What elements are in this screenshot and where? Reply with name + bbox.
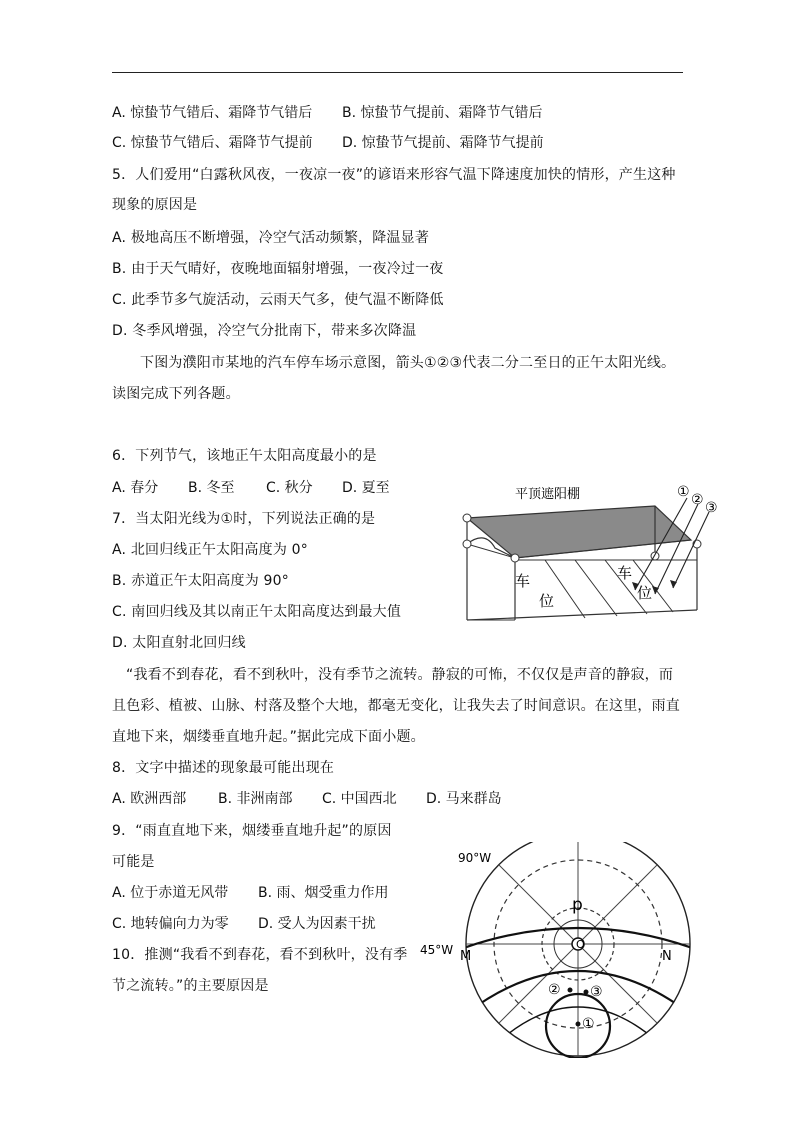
- header-rule: [112, 72, 683, 73]
- passage-line3: 直地下来，烟缕垂直地升起。”据此完成下面小题。: [112, 729, 425, 745]
- q5-stem-line1: 5．人们爱用“白露秋风夜，一夜凉一夜”的谚语来形容气温下降速度加快的情形，产生这种: [112, 167, 676, 183]
- q6-option-b[interactable]: B. 冬至: [188, 480, 235, 496]
- label-o: O: [576, 938, 585, 951]
- passage-line2: 且色彩、植被、山脉、村落及整个大地，都毫无变化，让我失去了时间意识。在这里，雨直: [112, 698, 680, 714]
- q5-option-d[interactable]: D. 冬季风增强，冷空气分批南下，带来多次降温: [112, 323, 417, 339]
- q9-stem-line1: 9．“雨直直地下来，烟缕垂直地升起”的原因: [112, 823, 392, 839]
- q8-stem: 8．文字中描述的现象最可能出现在: [112, 760, 335, 776]
- q5-option-c[interactable]: C. 此季节多气旋活动，云雨天气多，使气温不断降低: [112, 292, 444, 308]
- slot2-bottom: 位: [637, 584, 653, 602]
- q8-option-a[interactable]: A. 欧洲西部: [112, 791, 187, 807]
- passage-line1: “我看不到春花，看不到秋叶，没有季节之流转。静寂的可怖，不仅仅是声音的静寂，而: [126, 667, 674, 683]
- point-3: ③: [590, 984, 603, 1000]
- intro-line1: 下图为濮阳市某地的汽车停车场示意图，箭头①②③代表二分二至日的正午太阳光线。: [140, 355, 676, 371]
- q5-option-b[interactable]: B. 由于天气晴好，夜晚地面辐射增强，一夜冷过一夜: [112, 261, 444, 277]
- q4-option-d[interactable]: D. 惊蛰节气提前、霜降节气提前: [342, 135, 544, 151]
- ray-label-3: ③: [705, 500, 718, 516]
- q4-option-b[interactable]: B. 惊蛰节气提前、霜降节气错后: [342, 105, 543, 121]
- q9-stem-line2: 可能是: [112, 854, 155, 870]
- sun-ray-3: [673, 512, 709, 588]
- q8-option-d[interactable]: D. 马来群岛: [426, 791, 502, 807]
- point-1: ①: [582, 1016, 595, 1032]
- q7-option-c[interactable]: C. 南回归线及其以南正午太阳高度达到最大值: [112, 604, 402, 620]
- intro-line2: 读图完成下列各题。: [112, 386, 240, 402]
- q8-option-c[interactable]: C. 中国西北: [322, 791, 397, 807]
- q10-stem-line1: 10．推测“我看不到春花，看不到秋叶，没有季: [112, 947, 408, 963]
- q7-stem: 7．当太阳光线为①时，下列说法正确的是: [112, 511, 376, 527]
- figure-title: 平顶遮阳棚: [515, 487, 581, 502]
- slot1-bottom: 位: [539, 592, 555, 610]
- q7-option-d[interactable]: D. 太阳直射北回归线: [112, 635, 246, 651]
- q8-option-b[interactable]: B. 非洲南部: [218, 791, 293, 807]
- q6-option-c[interactable]: C. 秋分: [266, 480, 313, 496]
- q6-option-d[interactable]: D. 夏至: [342, 480, 390, 496]
- ray-label-2: ②: [691, 492, 704, 508]
- slot1-top: 车: [515, 572, 531, 590]
- q7-option-a[interactable]: A. 北回归线正午太阳高度为 0°: [112, 542, 308, 558]
- q5-option-a[interactable]: A. 极地高压不断增强，冷空气活动频繁，降温显著: [112, 230, 430, 246]
- q9-option-d[interactable]: D. 受人为因素干扰: [258, 916, 376, 932]
- slot2-top: 车: [617, 564, 633, 582]
- q5-stem-line2: 现象的原因是: [112, 197, 198, 213]
- q10-stem-line2: 节之流转。”的主要原因是: [112, 978, 269, 994]
- polar-projection-figure: [418, 842, 698, 1058]
- q6-option-a[interactable]: A. 春分: [112, 480, 159, 496]
- q7-option-b[interactable]: B. 赤道正午太阳高度为 90°: [112, 573, 289, 589]
- q4-option-c[interactable]: C. 惊蛰节气错后、霜降节气提前: [112, 135, 313, 151]
- q6-stem: 6．下列节气，该地正午太阳高度最小的是: [112, 448, 377, 464]
- label-m: M: [460, 949, 472, 964]
- lon-45w: 45°W: [420, 943, 454, 957]
- point-2: ②: [548, 982, 561, 998]
- q9-option-b[interactable]: B. 雨、烟受重力作用: [258, 885, 389, 901]
- lon-90w: 90°W: [458, 851, 492, 865]
- parking-lot-figure: [455, 478, 725, 628]
- q9-option-a[interactable]: A. 位于赤道无风带: [112, 885, 229, 901]
- label-p: p: [572, 895, 583, 915]
- ray-label-1: ①: [677, 484, 690, 500]
- q4-option-a[interactable]: A. 惊蛰节气错后、霜降节气错后: [112, 105, 313, 121]
- q9-option-c[interactable]: C. 地转偏向力为零: [112, 916, 229, 932]
- label-n: N: [662, 949, 672, 964]
